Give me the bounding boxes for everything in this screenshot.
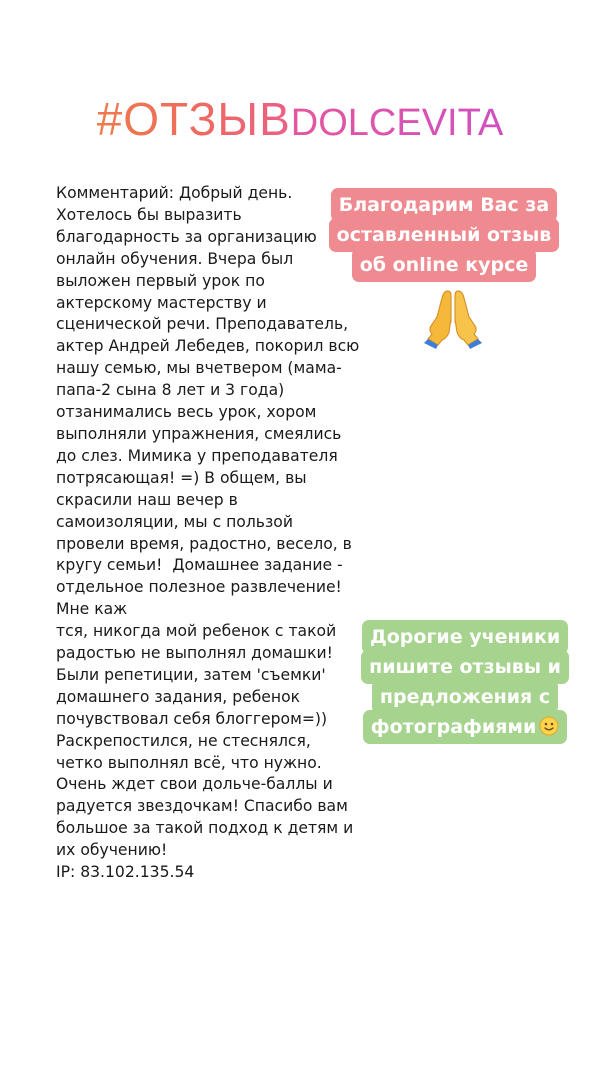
hashtag-text: #ОТЗЫВ — [96, 93, 291, 145]
review-line: выложен первый урок по — [56, 271, 265, 290]
review-line: онлайн обучения. Вчера был — [56, 249, 294, 268]
invite-sticker-text: фотографиями — [370, 716, 537, 738]
thanks-sticker-line: оставленный отзыв — [329, 218, 560, 252]
review-line: до слез. Мимика у преподавателя — [56, 446, 338, 465]
thanks-sticker-line: об online курсе — [352, 248, 537, 282]
review-text — [56, 183, 360, 884]
smiling-face-icon — [539, 716, 559, 736]
invite-sticker-line: пишите отзывы и — [361, 650, 569, 684]
review-line: радуется звездочкам! Спасибо вам — [56, 797, 348, 816]
review-line: Раскрепостился, не стеснялся, — [56, 731, 311, 750]
review-line: Очень ждет свои дольче-баллы и — [56, 775, 333, 794]
review-line: тся, никогда мой ребенок с такой — [56, 622, 337, 641]
review-line: кругу семьи! Домашнее задание - — [56, 556, 343, 575]
invite-sticker-line-last — [363, 710, 568, 744]
brand-text: DOLCEVITA — [290, 102, 504, 144]
review-line: актер Андрей Лебедев, покорил всю — [56, 337, 360, 356]
review-line: отдельное полезное развлечение! — [56, 578, 342, 597]
invite-sticker-line: Дорогие ученики — [362, 620, 568, 654]
review-line: четко выполнял всё, что нужно. — [56, 753, 322, 772]
review-line: Мне каж — [56, 600, 128, 619]
thanks-sticker — [322, 188, 566, 282]
praying-hands-icon — [420, 283, 486, 349]
review-line: сценической речи. Преподаватель, — [56, 315, 349, 334]
review-line: выполняли упражнения, смеялись — [56, 424, 342, 443]
review-line: почувствовал себя блоггером=)) — [56, 709, 328, 728]
review-line: Комментарий: Добрый день. — [56, 184, 293, 202]
review-line: благодарность за организацию — [56, 227, 317, 246]
review-line: Хотелось бы выразить — [56, 205, 242, 224]
review-line: папа-2 сына 8 лет и 3 года) — [56, 381, 285, 400]
review-line: нашу семью, мы вчетвером (мама- — [56, 359, 342, 378]
review-line: скрасили наш вечер в — [56, 490, 238, 509]
invite-sticker-line: предложения с — [372, 680, 558, 714]
review-line: самоизоляции, мы с пользой — [56, 512, 293, 531]
review-line: провели время, радостно, весело, в — [56, 534, 352, 553]
review-line: их обучению! — [56, 841, 168, 860]
review-line: потрясающая! =) В общем, вы — [56, 468, 307, 487]
thanks-sticker-line: Благодарим Вас за — [331, 188, 557, 222]
review-line: отзанимались весь урок, хором — [56, 403, 317, 422]
review-ip: IP: 83.102.135.54 — [56, 863, 195, 882]
review-line: домашнего задания, ребенок — [56, 687, 301, 706]
review-line: актерскому мастерству и — [56, 293, 267, 312]
invite-sticker — [356, 620, 574, 744]
review-line: большое за такой подход к детям и — [56, 819, 354, 838]
review-line: радостью не выполнял домашки! — [56, 644, 333, 663]
review-line: Были репетиции, затем 'съемки' — [56, 665, 326, 684]
page-title — [0, 93, 600, 145]
